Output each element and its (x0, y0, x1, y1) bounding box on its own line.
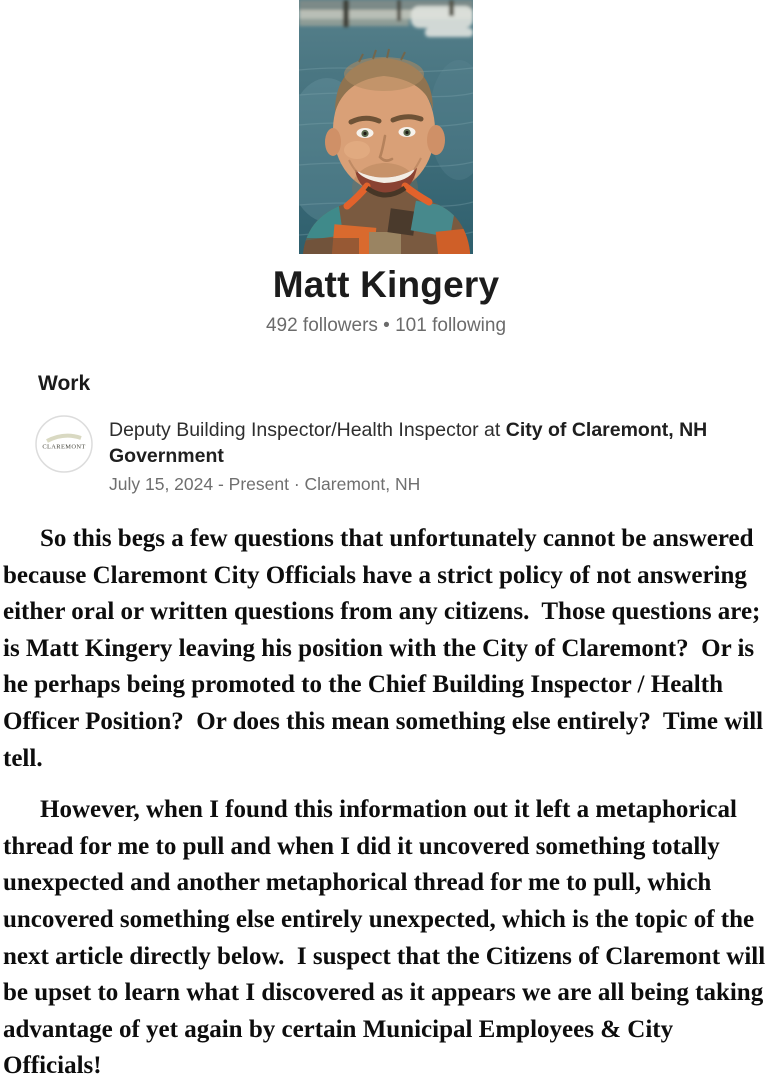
work-section-title: Work (38, 372, 91, 395)
company-logo (35, 415, 93, 473)
work-entry (35, 415, 757, 495)
article-paragraph-2: However, when I found this information out it left a metaphorical thread for me to pull and when I did it uncovered something totally unexpected and another metaphorical thread for me to pull, which uncovered something else entirely unexpected, which is the topic of the next article directly below. I suspect that the Citizens of Claremont will be upset to learn what I discovered as it appears we are all being taking advantage of yet again by certain Municipal Employees & City Officials! (3, 796, 772, 1080)
article-paragraph-1: So this begs a few questions that unfortunately cannot be answered because Claremont City Officials have a strict policy of not answering either oral or written questions from any citizens. Those questions are; is Matt Kingery leaving his position with the City of Claremont? Or is he perhaps being promoted to the Chief Building Inspector / Health Officer Position? Or does this mean something else entirely? Time will tell. (3, 525, 770, 772)
claremont-logo-icon (35, 415, 93, 473)
job-title: Deputy Building Inspector/Health Inspector at (109, 419, 506, 441)
profile-photo-image (299, 0, 473, 254)
article-body (0, 521, 772, 1080)
job-dates: July 15, 2024 - Present · Claremont, NH (109, 474, 421, 494)
profile-name: Matt Kingery (272, 264, 500, 305)
claremont-logo-text: CLAREMONT (42, 443, 86, 451)
job-title-line (109, 417, 757, 469)
follower-stats: 492 followers • 101 following (265, 315, 507, 336)
profile-photo (299, 0, 473, 254)
job-company: City of Claremont, NH Government (109, 419, 708, 467)
